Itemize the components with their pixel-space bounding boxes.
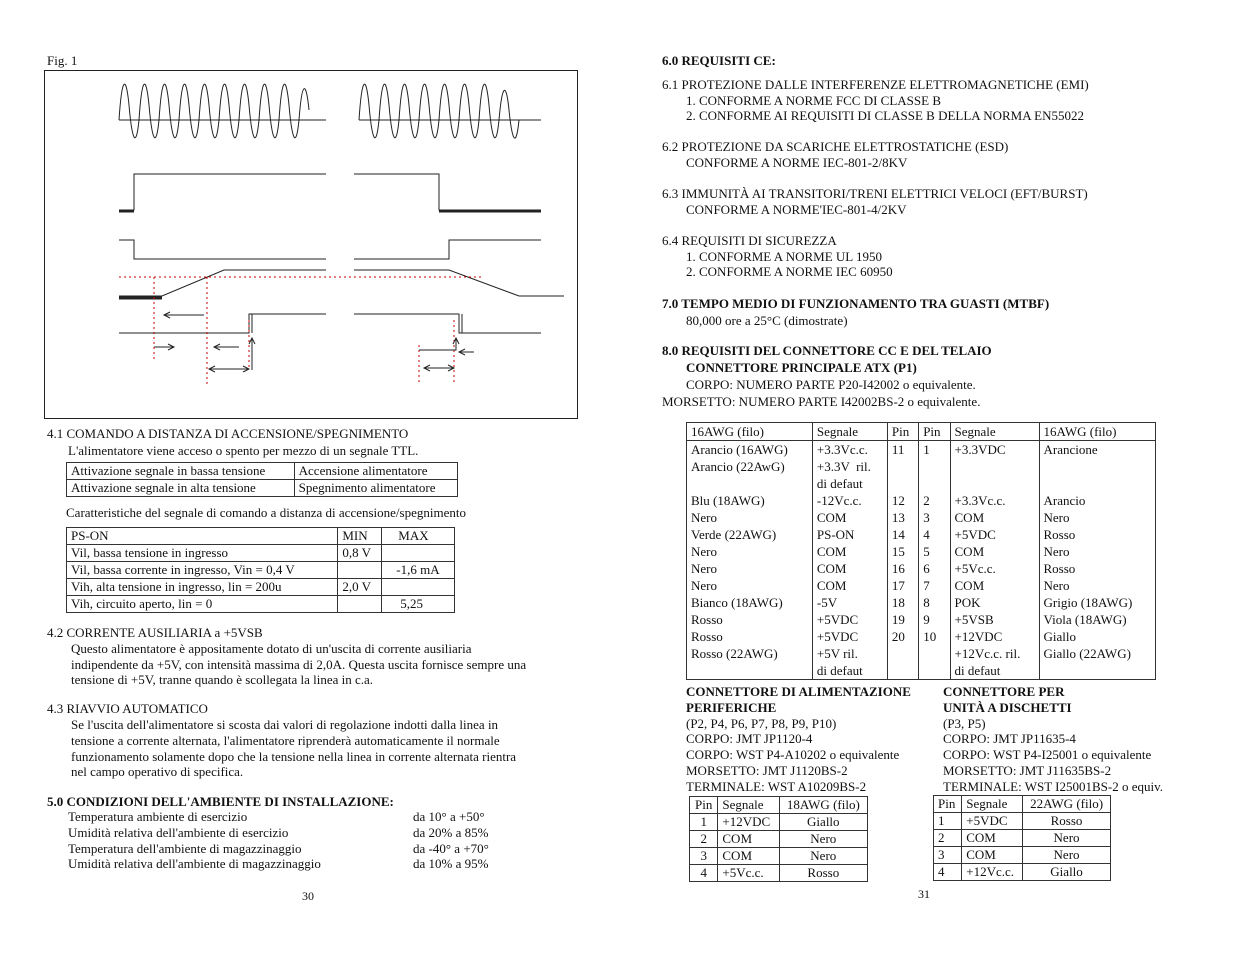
table-cell: Giallo Giallo (22AWG) [1039, 628, 1155, 680]
table-cell: +12VDC +12Vc.c. ril. di defaut [950, 628, 1039, 680]
table-cell [919, 458, 950, 492]
table-cell: 11 [887, 441, 918, 459]
table-row [687, 458, 1156, 492]
table-cell: 2 [919, 492, 950, 509]
table-cell: COM [718, 848, 779, 865]
table-cell: PS-ON [67, 528, 338, 545]
table-row [687, 611, 1156, 628]
table-cell: +5VSB [950, 611, 1039, 628]
table-cell: COM [950, 577, 1039, 594]
table-row [687, 492, 1156, 509]
table-row [687, 509, 1156, 526]
table-cell: 16 [887, 560, 918, 577]
table-cell: +5VDC [950, 526, 1039, 543]
table-cell: 18 [887, 594, 918, 611]
paragraph: L'alimentatore viene acceso o spento per mezzo di un segnale TTL. [68, 443, 419, 458]
table-cell: 20 [887, 628, 918, 680]
section-heading-5-0: 5.0 CONDIZIONI DELL'AMBIENTE DI INSTALLAZIONE: [47, 794, 394, 809]
section-6-4: 6.4 REQUISITI DI SICUREZZA 1. CONFORME A NORME UL 1950 2. CONFORME A NORME IEC 60950 [662, 233, 893, 279]
table-cell: +5Vc.c. [950, 560, 1039, 577]
table-cell: 19 [887, 611, 918, 628]
table-row [687, 577, 1156, 594]
table-cell: Rosso [1039, 526, 1155, 543]
table-cell: Rosso [687, 611, 813, 628]
table-row [687, 423, 1156, 441]
table-cell: Nero [687, 509, 813, 526]
table-cell: PS-ON [812, 526, 887, 543]
table-cell: Viola (18AWG) [1039, 611, 1155, 628]
table-row [690, 814, 868, 831]
table-cell: +5VDC [812, 611, 887, 628]
ac-waveform-off [359, 84, 519, 138]
table-cell: Segnale [812, 423, 887, 441]
section-heading-4-3: 4.3 RIAVVIO AUTOMATICO [47, 701, 208, 716]
table-cell: +3.3VDC [950, 441, 1039, 459]
table-cell: 18AWG (filo) [779, 797, 867, 814]
table-cell: 6 [919, 560, 950, 577]
table-cell: Pin [690, 797, 718, 814]
paragraph: Se l'uscita dell'alimentatore si scosta dai valori di regolazione indotti dalla linea in tensione a corrente alternata, l'alimentatore riprenderà automaticamente il normale funzionamento solamente dopo che la tensione nella linea in corrente alternata rientra nel campo operativo di specifica. [71, 717, 517, 780]
table-cell: 2 [690, 831, 718, 848]
table-cell: Attivazione segnale in bassa tensione [67, 463, 295, 480]
table-caption: Caratteristiche del segnale di comando a distanza di accensione/spegnimento [66, 505, 466, 520]
table-row [687, 560, 1156, 577]
table-cell: Giallo [779, 814, 867, 831]
table-cell: COM [812, 509, 887, 526]
table-cell: Verde (22AWG) [687, 526, 813, 543]
figure-label: Fig. 1 [47, 53, 78, 68]
table-cell: Vil, bassa corrente in ingresso, Vin = 0,4 V [67, 562, 338, 579]
table-cell: Attivazione segnale in alta tensione [67, 480, 295, 497]
table-cell: Grigio (18AWG) [1039, 594, 1155, 611]
table-cell: Vih, alta tensione in ingresso, lin = 200u [67, 579, 338, 596]
table-cell: Nero [1023, 830, 1111, 847]
table-cell: COM [962, 830, 1023, 847]
table-row [687, 441, 1156, 459]
table-cell: 1 [919, 441, 950, 459]
table-cell [950, 458, 1039, 492]
table-cell: 5,25 [382, 596, 455, 613]
table-cell: Pin [919, 423, 950, 441]
table-cell: 4 [934, 864, 962, 881]
table-cell: 0,8 V [338, 545, 382, 562]
section-heading-6-0: 6.0 REQUISITI CE: [662, 53, 776, 68]
table-cell: 13 [887, 509, 918, 526]
table-row [690, 865, 868, 882]
floppy-connector-info: CONNETTORE PER UNITÀ A DISCHETTI (P3, P5) CORPO: JMT JP11635-4 CORPO: WST P4-I25001 o equivalente MORSETTO: JMT J11635BS-2 TERMINALE: WST I25001BS-2 o equiv. [943, 684, 1164, 794]
paragraph: Questo alimentatore è appositamente dotato di un'uscita di corrente ausiliaria indipendente da +5V, con intensità massima di 2,0A. Questa uscita fornisce sempre una tensione di +5V, tranne quando è scollegata la linea in c.a. [71, 641, 527, 687]
ac-waveform-on [119, 84, 309, 138]
table-cell: Arancio (16AWG) [687, 441, 813, 459]
section-7-0: 7.0 TEMPO MEDIO DI FUNZIONAMENTO TRA GUASTI (MTBF) 80,000 ore a 25°C (dimostrate) [662, 296, 1050, 328]
table-cell: 5 [919, 543, 950, 560]
peripheral-connector-info: CONNETTORE DI ALIMENTAZIONE PERIFERICHE (P2, P4, P6, P7, P8, P9, P10) CORPO: JMT JP1120-4 CORPO: WST P4-A10202 o equivalente MORSETTO: JMT J1120BS-2 TERMINALE: WST A10209BS-2 [686, 684, 911, 794]
table-cell: Nero [687, 543, 813, 560]
section-6-3: 6.3 IMMUNITÀ AI TRANSITORI/TRENI ELETTRICI VELOCI (EFT/BURST) CONFORME A NORME'IEC-801-4/2KV [662, 186, 1088, 217]
table-cell: 1 [934, 813, 962, 830]
table-cell: Spegnimento alimentatore [294, 480, 457, 497]
table-cell: Accensione alimentatore [294, 463, 457, 480]
table-cell: Nero [687, 577, 813, 594]
table-cell: 3 [690, 848, 718, 865]
table-cell: 16AWG (filo) [687, 423, 813, 441]
table-cell: Segnale [718, 797, 779, 814]
table-cell: Arancio (22AwG) [687, 458, 813, 492]
table-cell: -1,6 mA [382, 562, 455, 579]
table-cell: COM [812, 560, 887, 577]
table-cell: +3.3Vc.c. [950, 492, 1039, 509]
table-cell: +5VDC [962, 813, 1023, 830]
table-cell: 22AWG (filo) [1023, 796, 1111, 813]
section-8-0: 8.0 REQUISITI DEL CONNETTORE CC E DEL TELAIO CONNETTORE PRINCIPALE ATX (P1) CORPO: NUMERO PARTE P20-I42002 o equivalente. MORSETTO: NUMERO PARTE I42002BS-2 o equivalente. [662, 343, 992, 409]
table-cell: Pin [934, 796, 962, 813]
table-row [690, 797, 868, 814]
table-cell: +3.3V ril. di defaut [812, 458, 887, 492]
table-cell: +12VDC [718, 814, 779, 831]
table-cell: COM [950, 509, 1039, 526]
table-cell: POK [950, 594, 1039, 611]
table-cell: 17 [887, 577, 918, 594]
table-cell: Rosso Rosso (22AWG) [687, 628, 813, 680]
table-cell: Arancione [1039, 441, 1155, 459]
table-cell: Segnale [962, 796, 1023, 813]
table-cell: 16AWG (filo) [1039, 423, 1155, 441]
table-cell [1039, 458, 1155, 492]
table-row [934, 796, 1111, 813]
table-row [687, 526, 1156, 543]
table-row [934, 847, 1111, 864]
table-cell: 10 [919, 628, 950, 680]
table-cell: 3 [934, 847, 962, 864]
table-cell: Rosso [1039, 560, 1155, 577]
table-cell: 3 [919, 509, 950, 526]
table-cell: Blu (18AWG) [687, 492, 813, 509]
table-cell: Bianco (18AWG) [687, 594, 813, 611]
table-row [687, 594, 1156, 611]
table-cell: 14 [887, 526, 918, 543]
atx-pin-table [686, 422, 1156, 680]
table-cell: COM [718, 831, 779, 848]
table-cell: 7 [919, 577, 950, 594]
table-cell [338, 562, 382, 579]
table-cell: Nero [1039, 577, 1155, 594]
table-cell: 1 [690, 814, 718, 831]
table-row [934, 830, 1111, 847]
table-cell: COM [812, 543, 887, 560]
section-heading-4-2: 4.2 CORRENTE AUSILIARIA a +5VSB [47, 625, 263, 640]
table-cell: 4 [690, 865, 718, 882]
table-cell: +5VDC +5V ril. di defaut [812, 628, 887, 680]
table-cell: Nero [779, 831, 867, 848]
table-cell: Rosso [779, 865, 867, 882]
table-cell: Vih, circuito aperto, lin = 0 [67, 596, 338, 613]
table-cell: Segnale [950, 423, 1039, 441]
section-6-2: 6.2 PROTEZIONE DA SCARICHE ELETTROSTATICHE (ESD) CONFORME A NORME IEC-801-2/8KV [662, 139, 1009, 170]
table-cell: Nero [779, 848, 867, 865]
table-cell: Rosso [1023, 813, 1111, 830]
table-cell: COM [962, 847, 1023, 864]
table-cell [887, 458, 918, 492]
table-cell: Nero [1023, 847, 1111, 864]
table-cell: 9 [919, 611, 950, 628]
table-row [687, 543, 1156, 560]
table-cell: +5Vc.c. [718, 865, 779, 882]
environment-conditions: Temperatura ambiente di esercizio Umidità relativa dell'ambiente di esercizio Temperatura dell'ambiente di magazzinaggio Umidità relativa dell'ambiente di magazzinaggio [68, 809, 321, 872]
section-6-1: 6.1 PROTEZIONE DALLE INTERFERENZE ELETTROMAGNETICHE (EMI) 1. CONFORME A NORME FCC DI CLASSE B 2. CONFORME AI REQUISITI DI CLASSE B DELLA NORMA EN55022 [662, 77, 1089, 123]
table-cell: Nero [687, 560, 813, 577]
table-cell: 12 [887, 492, 918, 509]
table-cell: 4 [919, 526, 950, 543]
table-cell [382, 579, 455, 596]
ttl-table [66, 462, 458, 497]
table-cell: -12Vc.c. [812, 492, 887, 509]
table-cell: Vil, bassa tensione in ingresso [67, 545, 338, 562]
table-cell: Pin [887, 423, 918, 441]
page-number: 31 [918, 887, 930, 901]
page-number: 30 [302, 889, 314, 903]
table-cell: Giallo [1023, 864, 1111, 881]
table-row [690, 831, 868, 848]
table-cell: Nero [1039, 543, 1155, 560]
section-heading-4-1: 4.1 COMANDO A DISTANZA DI ACCENSIONE/SPEGNIMENTO [47, 426, 409, 441]
table-cell: -5V [812, 594, 887, 611]
table-cell [382, 545, 455, 562]
table-cell [338, 596, 382, 613]
table-cell: 15 [887, 543, 918, 560]
table-cell: Arancio [1039, 492, 1155, 509]
table-cell: +12Vc.c. [962, 864, 1023, 881]
table-cell: MIN [338, 528, 382, 545]
table-cell: Nero [1039, 509, 1155, 526]
table-row [934, 813, 1111, 830]
timing-diagram [44, 70, 579, 420]
ps-on-char-table [66, 527, 455, 613]
floppy-pin-table [933, 795, 1111, 881]
table-cell: 2 [934, 830, 962, 847]
table-cell: MAX [382, 528, 455, 545]
table-cell: 8 [919, 594, 950, 611]
table-cell: COM [812, 577, 887, 594]
table-cell: COM [950, 543, 1039, 560]
table-row [934, 864, 1111, 881]
table-row [687, 628, 1156, 680]
table-cell: +3.3Vc.c. [812, 441, 887, 459]
table-row [690, 848, 868, 865]
table-cell: 2,0 V [338, 579, 382, 596]
environment-values: da 10° a +50° da 20% a 85% da -40° a +70° da 10% a 95% [413, 809, 489, 872]
peripheral-pin-table [689, 796, 868, 882]
